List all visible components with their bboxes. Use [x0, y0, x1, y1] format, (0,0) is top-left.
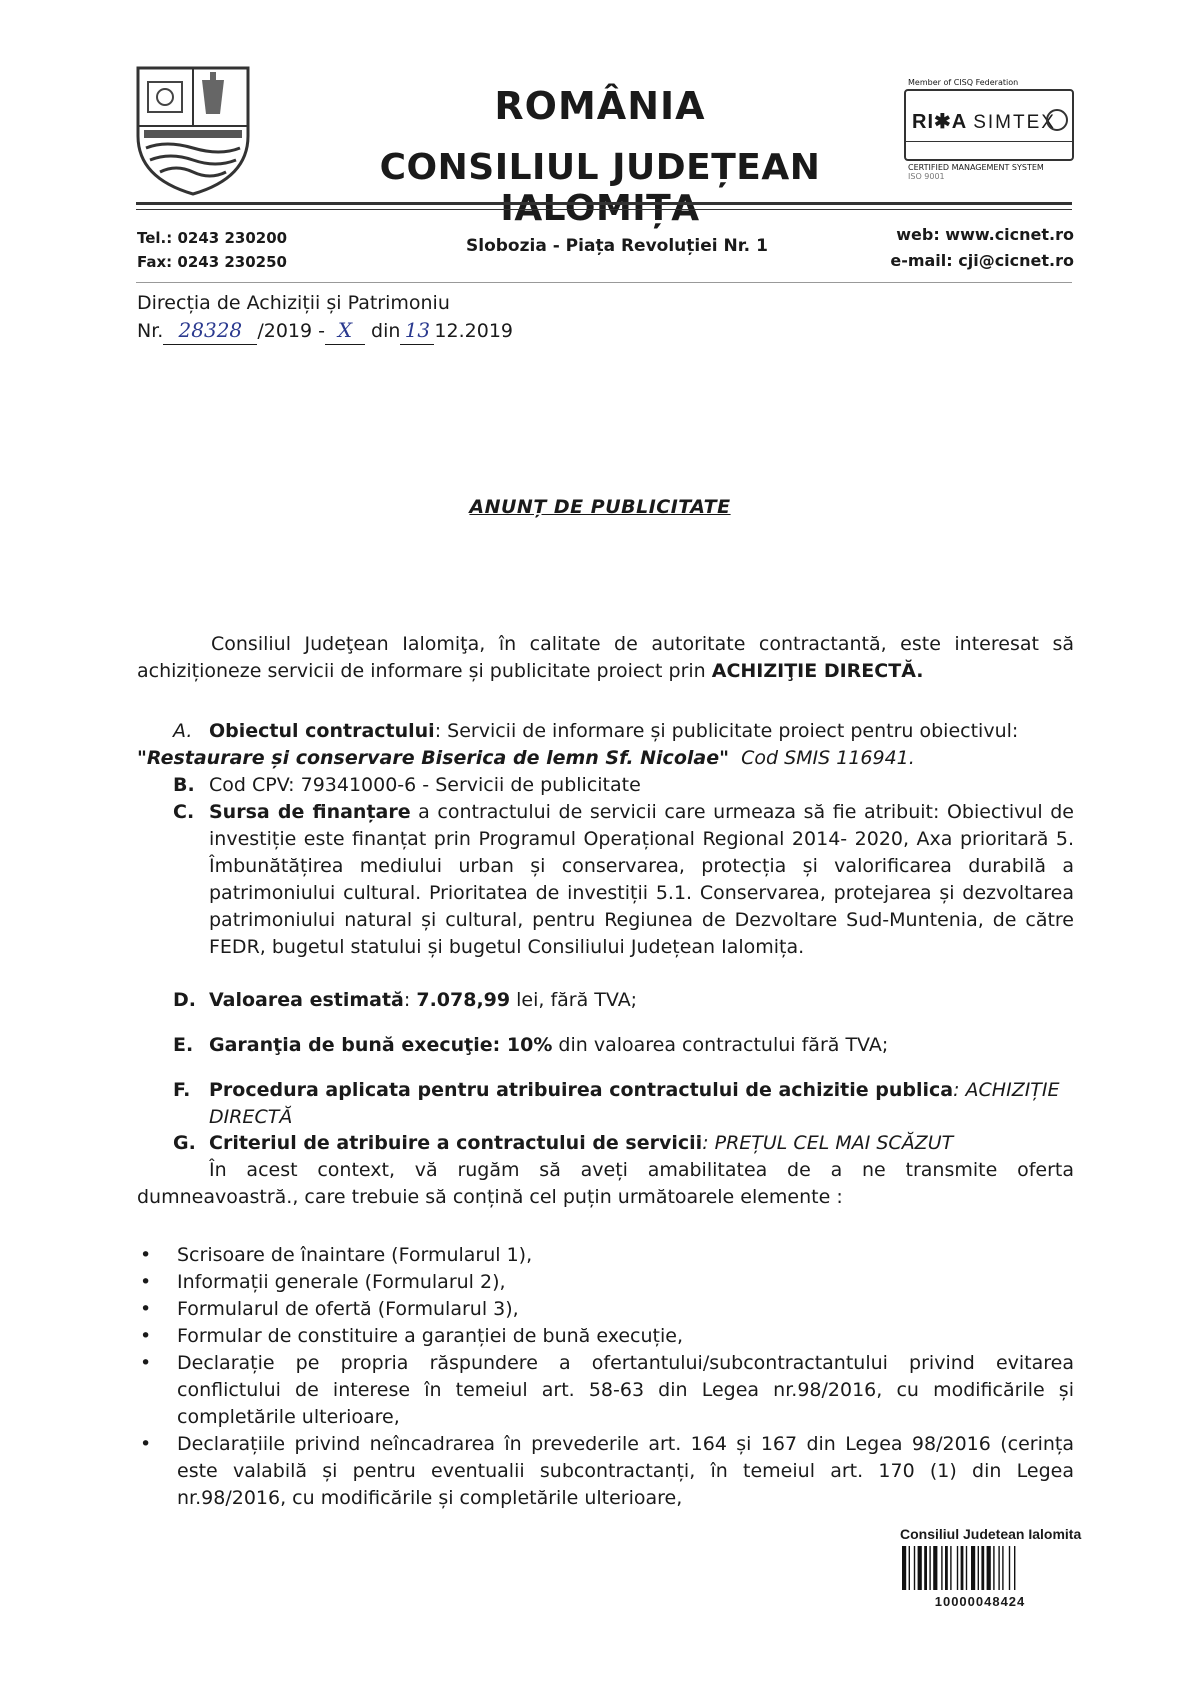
list-item: • Informații generale (Formularul 2), — [137, 1269, 1074, 1296]
bullet-icon: • — [140, 1352, 152, 1374]
fax-text: Fax: 0243 230250 — [137, 253, 287, 271]
bullet-icon: • — [140, 1244, 152, 1266]
bullet-icon: • — [140, 1325, 152, 1347]
suffix-handwritten: X — [325, 317, 365, 345]
coat-of-arms-icon — [136, 66, 250, 196]
intro-paragraph — [137, 631, 1074, 685]
bullet-icon: • — [140, 1271, 152, 1293]
section-e-letter: E. — [173, 1034, 194, 1056]
section-c-letter: C. — [173, 801, 195, 823]
web-block — [870, 222, 1074, 274]
list-item: • Scrisoare de înaintare (Formularul 1), — [137, 1242, 1074, 1269]
web-link[interactable]: web: www.cicnet.ro — [896, 225, 1074, 244]
section-g-value: : PREȚUL CEL MAI SCĂZUT — [702, 1132, 954, 1154]
cert-logo-box — [904, 89, 1074, 161]
cert-system-text: CERTIFIED MANAGEMENT SYSTEM — [908, 163, 1044, 172]
intro-method: ACHIZIŢIE DIRECTĂ. — [711, 660, 924, 682]
contact-rule — [136, 282, 1072, 283]
certification-badge — [904, 78, 1074, 181]
stamp-name: Consiliul Judetean Ialomita — [900, 1526, 1082, 1542]
bullet-icon: • — [140, 1298, 152, 1320]
section-f-letter: F. — [173, 1079, 191, 1101]
registry-stamp — [900, 1526, 1086, 1609]
list-item: • Formularul de ofertă (Formularul 3), — [137, 1296, 1074, 1323]
section-a-quote: "Restaurare și conservare Biserica de lemn Sf. Nicolae" — [137, 747, 729, 769]
section-f-value: : ACHIZIȚIE DIRECTĂ — [209, 1079, 1060, 1128]
section-d-rest: lei, fără TVA; — [510, 989, 638, 1011]
country-title: ROMÂNIA — [494, 84, 706, 128]
bullet-icon: • — [140, 1433, 152, 1455]
institution-title: CONSILIUL JUDEȚEAN IALOMIȚA — [379, 147, 821, 229]
section-e-label: Garanţia de bună execuţie: — [209, 1034, 501, 1056]
registry-block — [137, 290, 513, 345]
nr-label: Nr. — [137, 320, 164, 342]
section-g-paragraph: În acest context, vă rugăm să aveți amabilitatea de a ne transmite oferta dumneavoastră., care trebuie să conțină cel puțin următoarele elemente : — [137, 1159, 1074, 1208]
tel-text: Tel.: 0243 230200 — [137, 229, 288, 247]
date-rest: 12.2019 — [434, 320, 513, 342]
cert-divider — [906, 141, 1072, 142]
section-d-value: 7.078,99 — [416, 989, 511, 1011]
document-title: ANUNȚ DE PUBLICITATE — [469, 496, 731, 518]
section-a-code: Cod SMIS 116941. — [741, 747, 915, 769]
address-text: Slobozia - Piața Revoluției Nr. 1 — [466, 236, 768, 256]
section-a-letter: A. — [173, 720, 193, 742]
cert-logo-part-a: RI — [912, 111, 934, 133]
list-item: • Declarațiile privind neîncadrarea în prevederile art. 164 și 167 din Legea 98/2016 (cerința este valabilă și pentru eventualii subcontractanți, în temeiul art. 170 (1) din Legea nr.98/2016, cu modificările și completările ulterioare, — [140, 1433, 1074, 1509]
cert-iso-text: ISO 9001 — [908, 172, 945, 181]
email-link[interactable]: e-mail: cji@cicnet.ro — [890, 251, 1074, 270]
section-e-value: 10% — [500, 1034, 553, 1056]
section-c-label: Sursa de finanțare — [209, 801, 411, 823]
department-name: Direcția de Achiziții și Patrimoniu — [137, 292, 450, 314]
din-label: din — [371, 320, 401, 342]
header-rule-thin — [136, 209, 1072, 210]
cert-logo-star-icon: ✱ — [934, 111, 952, 133]
cert-logo-simtex: SIMTEX — [973, 112, 1056, 133]
registry-number-line — [137, 317, 513, 345]
section-d-letter: D. — [173, 989, 196, 1011]
section-g-label: Criteriul de atribuire a contractului de servicii — [209, 1132, 703, 1154]
intro-text: Consiliul Judeţean Ialomiţa, în calitate de autoritate contractantă, este interesat să achiziționeze servicii de informare și publicitate proiect prin — [137, 633, 1074, 682]
cert-globe-icon — [1046, 109, 1068, 131]
section-a-label: Obiectul contractului — [209, 720, 435, 742]
nr-handwritten: 28328 — [163, 317, 257, 345]
section-b-text: Cod CPV: 79341000-6 - Servicii de publicitate — [209, 774, 641, 796]
stamp-number: 10000048424 — [934, 1594, 1026, 1609]
section-f-label: Procedura aplicata pentru atribuirea contractului de achizitie publica — [209, 1079, 954, 1101]
section-c-text: a contractului de servicii care urmeaza să fie atribuit: Obiectivul de investiție este finanțat prin Programul Operațional Regional 2014- 2020, Axa prioritară 5. Îmbunătățirea mediului urban și conservarea, protecția și valorificarea durabilă a patrimoniului cultural. Prioritatea de investiții 5.1. Conservarea, protejarea și dezvoltarea patrimoniului natural și cultural, pentru Regiunea de Dezvoltare Sud-Muntenia, de către FEDR, bugetul statului și bugetul Consiliului Județean Ialomița. — [209, 801, 1074, 958]
cert-logo-part-b: A — [951, 111, 968, 133]
phone-block — [137, 226, 287, 274]
cert-member-text: Member of CISQ Federation — [908, 78, 1019, 87]
section-g-letter: G. — [173, 1132, 196, 1154]
section-e-rest: din valoarea contractului fără TVA; — [552, 1034, 889, 1056]
day-handwritten: 13 — [400, 317, 434, 345]
cert-logo — [912, 109, 1056, 134]
header-rule-thick — [136, 202, 1072, 205]
requirements-list — [137, 1242, 1074, 1512]
section-a — [137, 718, 1074, 774]
list-item: • Declarație pe propria răspundere a ofertantului/subcontractantului privind evitarea conflictului de interese în temeiul art. 58-63 din Legea nr.98/2016, cu modificările și completările ulterioare, — [140, 1352, 1074, 1428]
year-separator: /2019 - — [257, 320, 325, 342]
barcode-icon — [900, 1546, 1060, 1590]
list-item: • Formular de constituire a garanției de bună execuție, — [137, 1323, 1074, 1350]
section-b-letter: B. — [173, 774, 195, 796]
section-a-text: : Servicii de informare și publicitate proiect pentru obiectivul: — [434, 720, 1019, 742]
section-d-label: Valoarea estimată — [209, 989, 404, 1011]
